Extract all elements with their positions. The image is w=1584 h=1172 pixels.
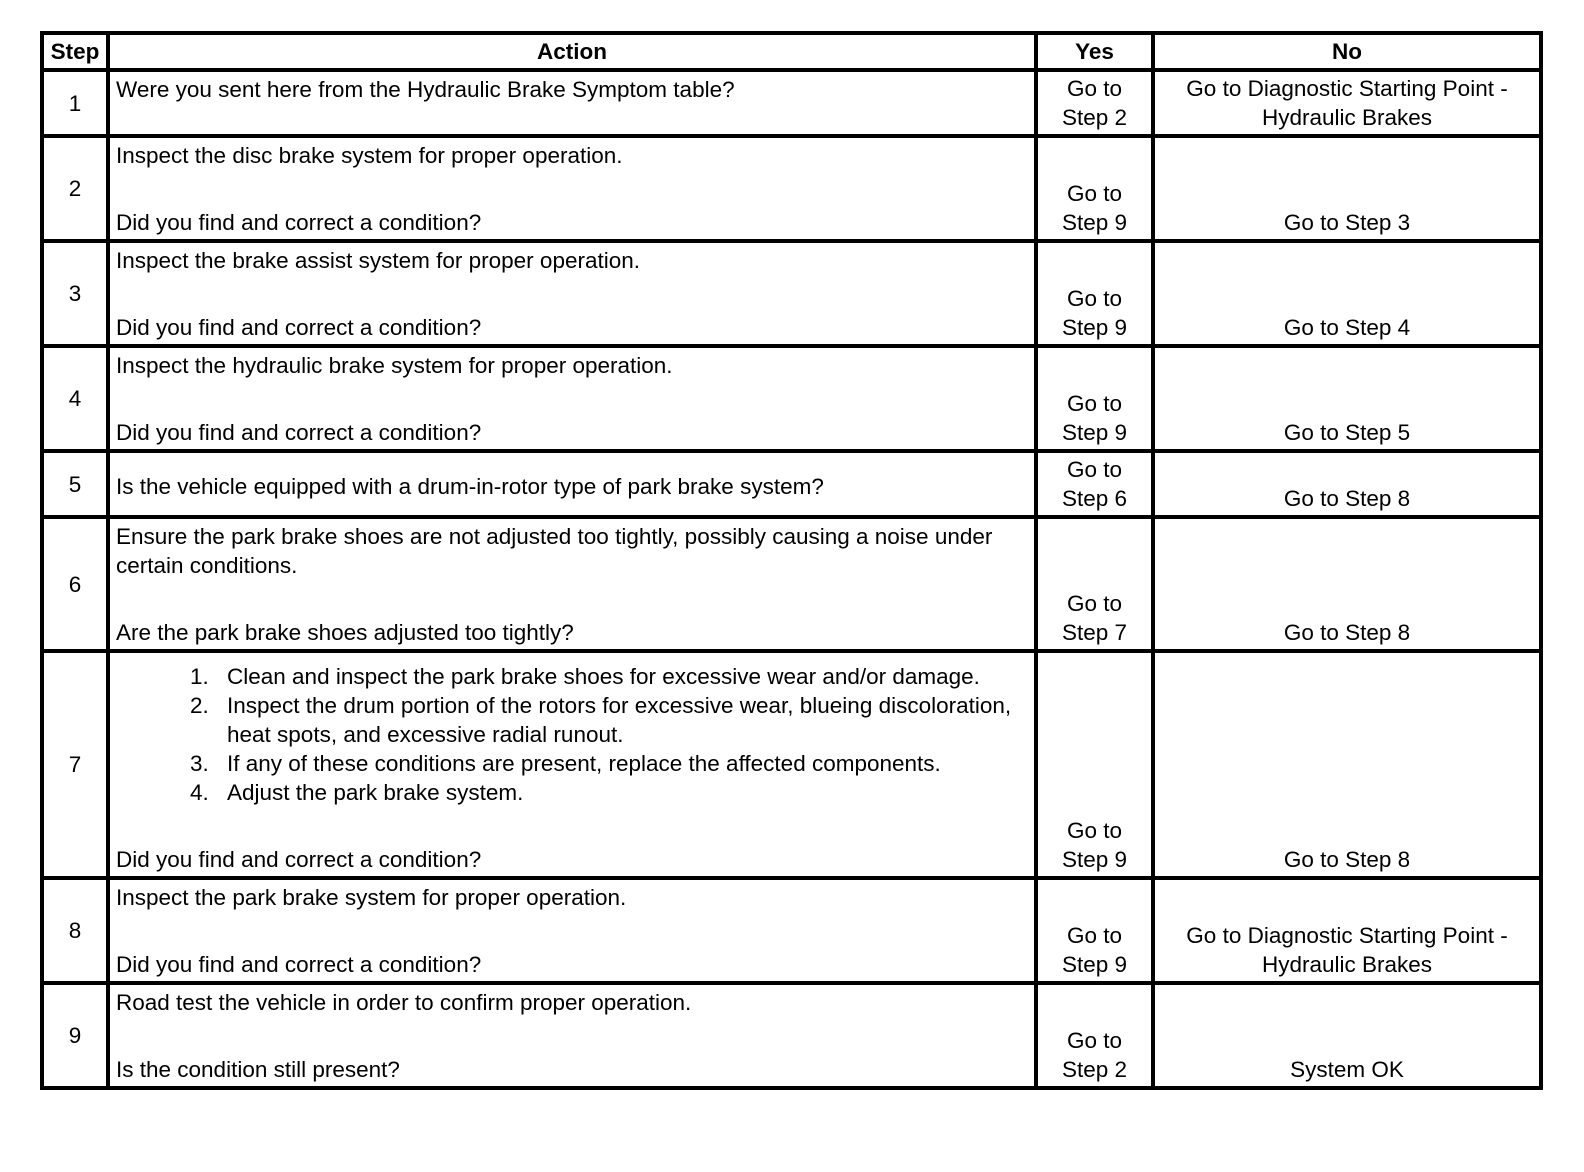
table-row xyxy=(42,346,1541,451)
step-number: 9 xyxy=(42,983,108,1088)
action-cell xyxy=(108,70,1036,136)
header-yes: Yes xyxy=(1036,33,1153,70)
yes-line: Go to xyxy=(1066,391,1123,416)
no-line: Go to Diagnostic Starting Point - xyxy=(1186,76,1508,101)
yes-cell xyxy=(1036,346,1153,451)
yes-line: Step 6 xyxy=(1061,486,1128,511)
action-question: Did you find and correct a condition? xyxy=(116,847,482,872)
yes-line: Step 2 xyxy=(1061,1057,1128,1082)
no-cell xyxy=(1153,517,1541,651)
list-item: 4. Adjust the park brake system. xyxy=(215,778,1028,807)
table-row xyxy=(42,451,1541,517)
action-steps-list xyxy=(116,662,1028,807)
yes-line: Step 2 xyxy=(1061,105,1128,130)
action-text: Inspect the hydraulic brake system for proper operation. xyxy=(116,353,673,378)
no-line: Go to Diagnostic Starting Point - xyxy=(1186,923,1508,948)
action-text: Inspect the brake assist system for proper operation. xyxy=(116,248,641,273)
action-question: Is the condition still present? xyxy=(116,1057,400,1082)
action-cell xyxy=(108,983,1036,1088)
action-question: Are the park brake shoes adjusted too tightly? xyxy=(116,620,574,645)
no-cell xyxy=(1153,346,1541,451)
yes-cell xyxy=(1036,241,1153,346)
no-line: Go to Step 8 xyxy=(1283,486,1411,511)
action-question: Did you find and correct a condition? xyxy=(116,420,482,445)
yes-cell xyxy=(1036,451,1153,517)
no-cell xyxy=(1153,70,1541,136)
list-item: 2. Inspect the drum portion of the rotors for excessive wear, blueing discoloration, heat spots, and excessive radial runout. xyxy=(215,691,1028,749)
yes-line: Go to xyxy=(1066,76,1123,101)
no-line: Go to Step 8 xyxy=(1283,847,1411,872)
yes-cell xyxy=(1036,136,1153,241)
step-number: 6 xyxy=(42,517,108,651)
action-cell xyxy=(108,878,1036,983)
table-row xyxy=(42,878,1541,983)
step-number: 5 xyxy=(42,451,108,517)
action-question: Did you find and correct a condition? xyxy=(116,210,482,235)
action-text: Is the vehicle equipped with a drum-in-rotor type of park brake system? xyxy=(116,473,824,499)
action-cell xyxy=(108,451,1036,517)
step-number: 7 xyxy=(42,651,108,878)
action-text: Road test the vehicle in order to confirm proper operation. xyxy=(116,990,692,1015)
yes-cell xyxy=(1036,70,1153,136)
no-cell xyxy=(1153,983,1541,1088)
yes-line: Step 9 xyxy=(1061,420,1128,445)
action-text: Were you sent here from the Hydraulic Brake Symptom table? xyxy=(116,77,735,102)
header-row xyxy=(42,33,1541,70)
yes-line: Go to xyxy=(1066,923,1123,948)
yes-cell xyxy=(1036,651,1153,878)
diagnostic-table xyxy=(40,31,1543,1090)
no-cell xyxy=(1153,241,1541,346)
yes-line: Go to xyxy=(1066,286,1123,311)
no-cell xyxy=(1153,451,1541,517)
yes-line: Step 9 xyxy=(1061,952,1128,977)
action-cell xyxy=(108,241,1036,346)
no-line: Go to Step 3 xyxy=(1283,210,1411,235)
table-row xyxy=(42,983,1541,1088)
action-cell xyxy=(108,651,1036,878)
step-number: 1 xyxy=(42,70,108,136)
table-row xyxy=(42,651,1541,878)
action-cell xyxy=(108,517,1036,651)
action-cell xyxy=(108,346,1036,451)
list-item: 3. If any of these conditions are present, replace the affected components. xyxy=(215,749,1028,778)
no-cell xyxy=(1153,878,1541,983)
no-line: Hydraulic Brakes xyxy=(1261,952,1433,977)
no-cell xyxy=(1153,136,1541,241)
yes-line: Step 9 xyxy=(1061,210,1128,235)
yes-line: Step 9 xyxy=(1061,315,1128,340)
yes-line: Go to xyxy=(1066,591,1123,616)
action-text: Ensure the park brake shoes are not adjusted too tightly, possibly causing a noise under certain conditions. xyxy=(116,524,993,578)
header-action: Action xyxy=(108,33,1036,70)
table-row xyxy=(42,70,1541,136)
no-line: Go to Step 8 xyxy=(1283,620,1411,645)
step-number: 8 xyxy=(42,878,108,983)
table-row xyxy=(42,136,1541,241)
yes-line: Go to xyxy=(1066,1028,1123,1053)
no-line: System OK xyxy=(1290,1057,1404,1082)
no-line: Hydraulic Brakes xyxy=(1261,105,1433,130)
step-number: 3 xyxy=(42,241,108,346)
header-no: No xyxy=(1153,33,1541,70)
action-text: Inspect the park brake system for proper operation. xyxy=(116,885,627,910)
no-line: Go to Step 4 xyxy=(1283,315,1411,340)
yes-cell xyxy=(1036,983,1153,1088)
step-number: 4 xyxy=(42,346,108,451)
yes-line: Go to xyxy=(1066,457,1123,482)
yes-line: Go to xyxy=(1066,818,1123,843)
yes-line: Step 7 xyxy=(1061,620,1128,645)
yes-line: Step 9 xyxy=(1061,847,1128,872)
header-step: Step xyxy=(42,33,108,70)
table-row xyxy=(42,241,1541,346)
action-question: Did you find and correct a condition? xyxy=(116,315,482,340)
list-item: 1. Clean and inspect the park brake shoes for excessive wear and/or damage. xyxy=(215,662,1028,691)
action-question: Did you find and correct a condition? xyxy=(116,952,482,977)
step-number: 2 xyxy=(42,136,108,241)
table-row xyxy=(42,517,1541,651)
yes-cell xyxy=(1036,878,1153,983)
action-cell xyxy=(108,136,1036,241)
yes-line: Go to xyxy=(1066,181,1123,206)
no-line: Go to Step 5 xyxy=(1283,420,1411,445)
yes-cell xyxy=(1036,517,1153,651)
no-cell xyxy=(1153,651,1541,878)
action-text: Inspect the disc brake system for proper operation. xyxy=(116,143,623,168)
